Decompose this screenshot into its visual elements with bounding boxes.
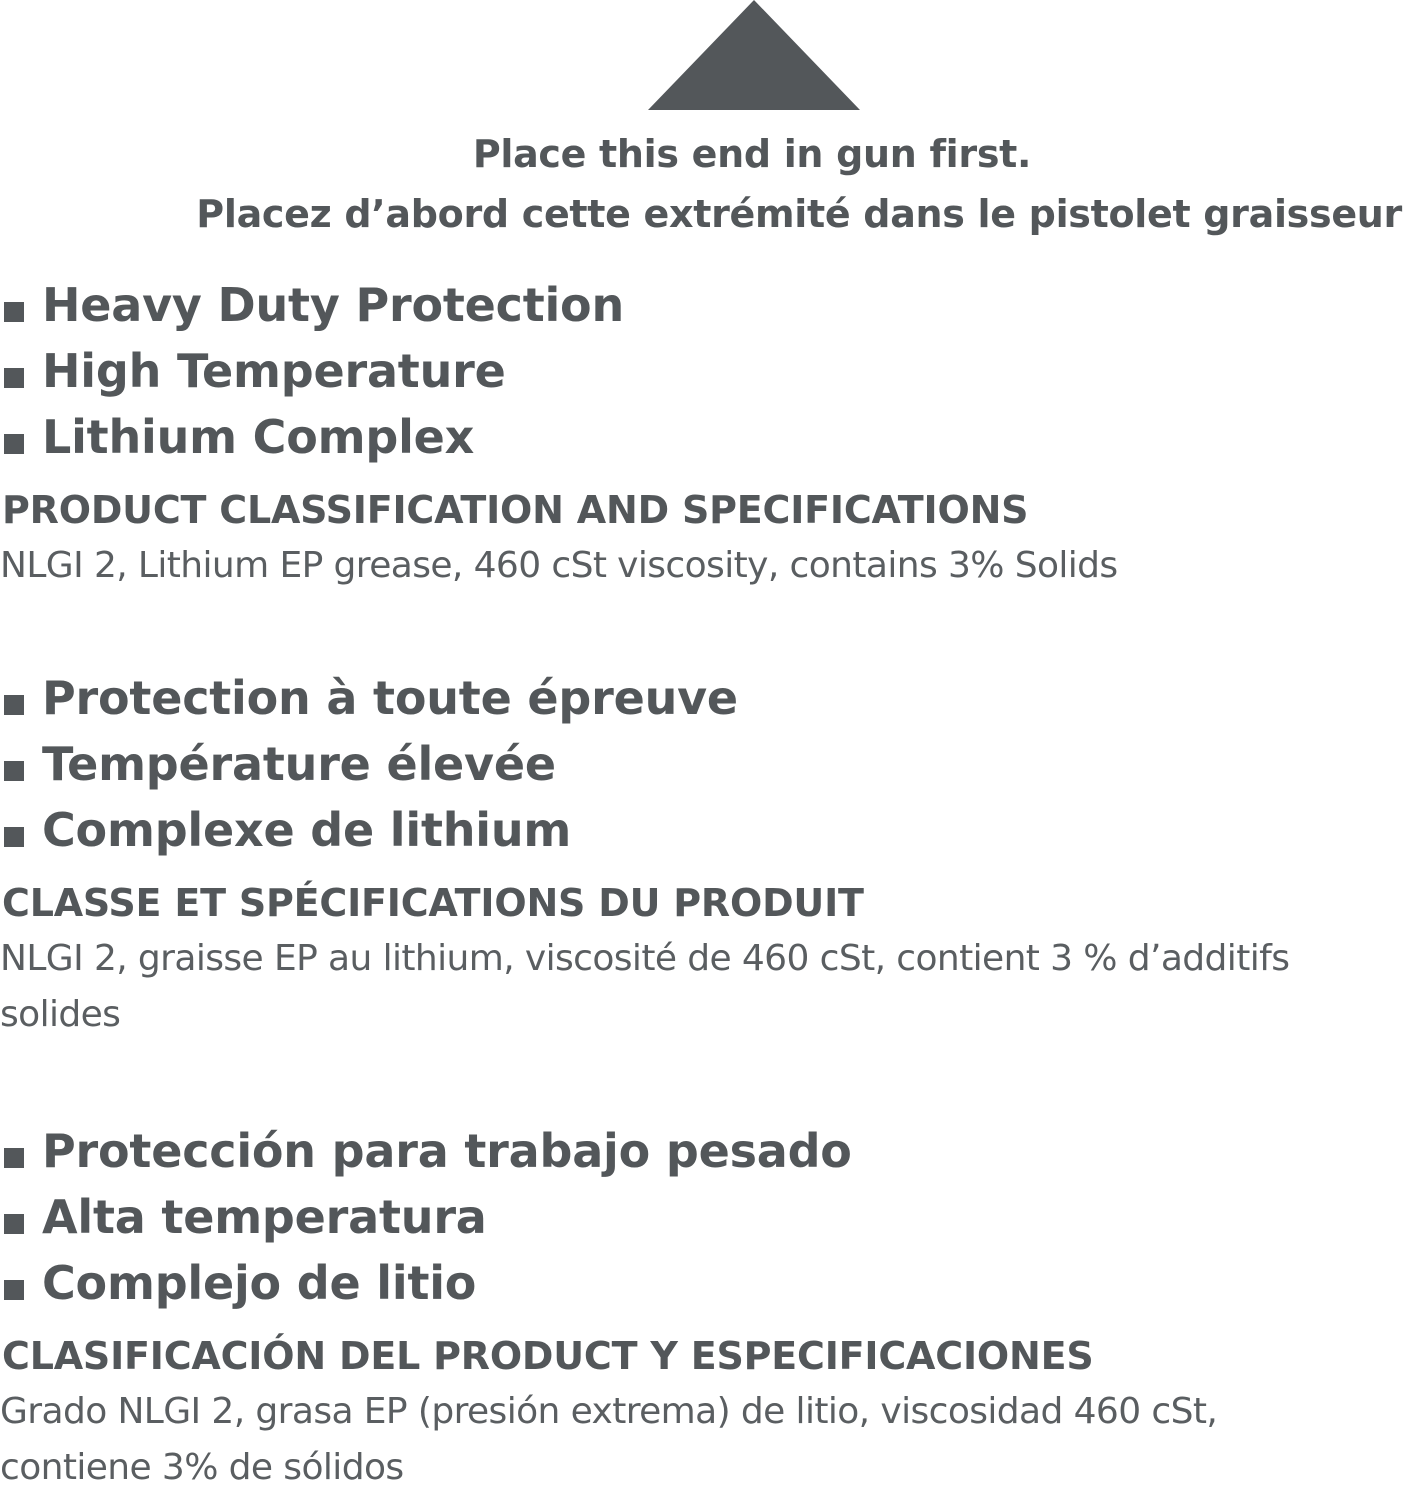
square-bullet-icon (4, 695, 24, 715)
section-spanish (0, 1118, 1404, 1496)
list-item (0, 272, 1404, 338)
square-bullet-icon (4, 368, 24, 388)
list-item (0, 1184, 1404, 1250)
feature-label: High Temperature (42, 344, 506, 398)
square-bullet-icon (4, 1280, 24, 1300)
section-english (0, 272, 1404, 594)
square-bullet-icon (4, 1214, 24, 1234)
product-description: Grado NLGI 2, grasa EP (presión extrema) de litio, viscosidad 460 cSt, contiene 3% de sólidos (0, 1391, 1218, 1488)
feature-label: Température élevée (42, 737, 556, 791)
product-description: NLGI 2, graisse EP au lithium, viscosité de 460 cSt, contient 3 % d’additifs solides (0, 938, 1290, 1035)
square-bullet-icon (4, 761, 24, 781)
feature-label: Complejo de litio (42, 1256, 477, 1310)
feature-label: Protección para trabajo pesado (42, 1124, 852, 1178)
feature-label: Protection à toute épreuve (42, 671, 738, 725)
square-bullet-icon (4, 1148, 24, 1168)
square-bullet-icon (4, 827, 24, 847)
instruction-english: Place this end in gun first. (472, 132, 1032, 176)
feature-label: Alta temperatura (42, 1190, 487, 1244)
list-item (0, 338, 1404, 404)
triangle-up-icon (648, 0, 860, 110)
section-heading: CLASSE ET SPÉCIFICATIONS DU PRODUIT (2, 881, 864, 925)
square-bullet-icon (4, 302, 24, 322)
section-heading: PRODUCT CLASSIFICATION AND SPECIFICATIONS (2, 488, 1029, 532)
feature-label: Complexe de lithium (42, 803, 572, 857)
list-item (0, 1250, 1404, 1316)
product-description: NLGI 2, Lithium EP grease, 460 cSt viscosity, contains 3% Solids (0, 545, 1118, 586)
feature-list (0, 1118, 1404, 1316)
square-bullet-icon (4, 434, 24, 454)
feature-label: Lithium Complex (42, 410, 475, 464)
feature-list (0, 272, 1404, 470)
section-french (0, 665, 1404, 1043)
list-item (0, 665, 1404, 731)
section-heading: CLASIFICACIÓN DEL PRODUCT Y ESPECIFICACIONES (2, 1334, 1094, 1378)
list-item (0, 731, 1404, 797)
list-item (0, 1118, 1404, 1184)
list-item (0, 797, 1404, 863)
feature-list (0, 665, 1404, 863)
list-item (0, 404, 1404, 470)
instruction-french: Placez d’abord cette extrémité dans le pistolet graisseur (196, 192, 1402, 236)
feature-label: Heavy Duty Protection (42, 278, 625, 332)
